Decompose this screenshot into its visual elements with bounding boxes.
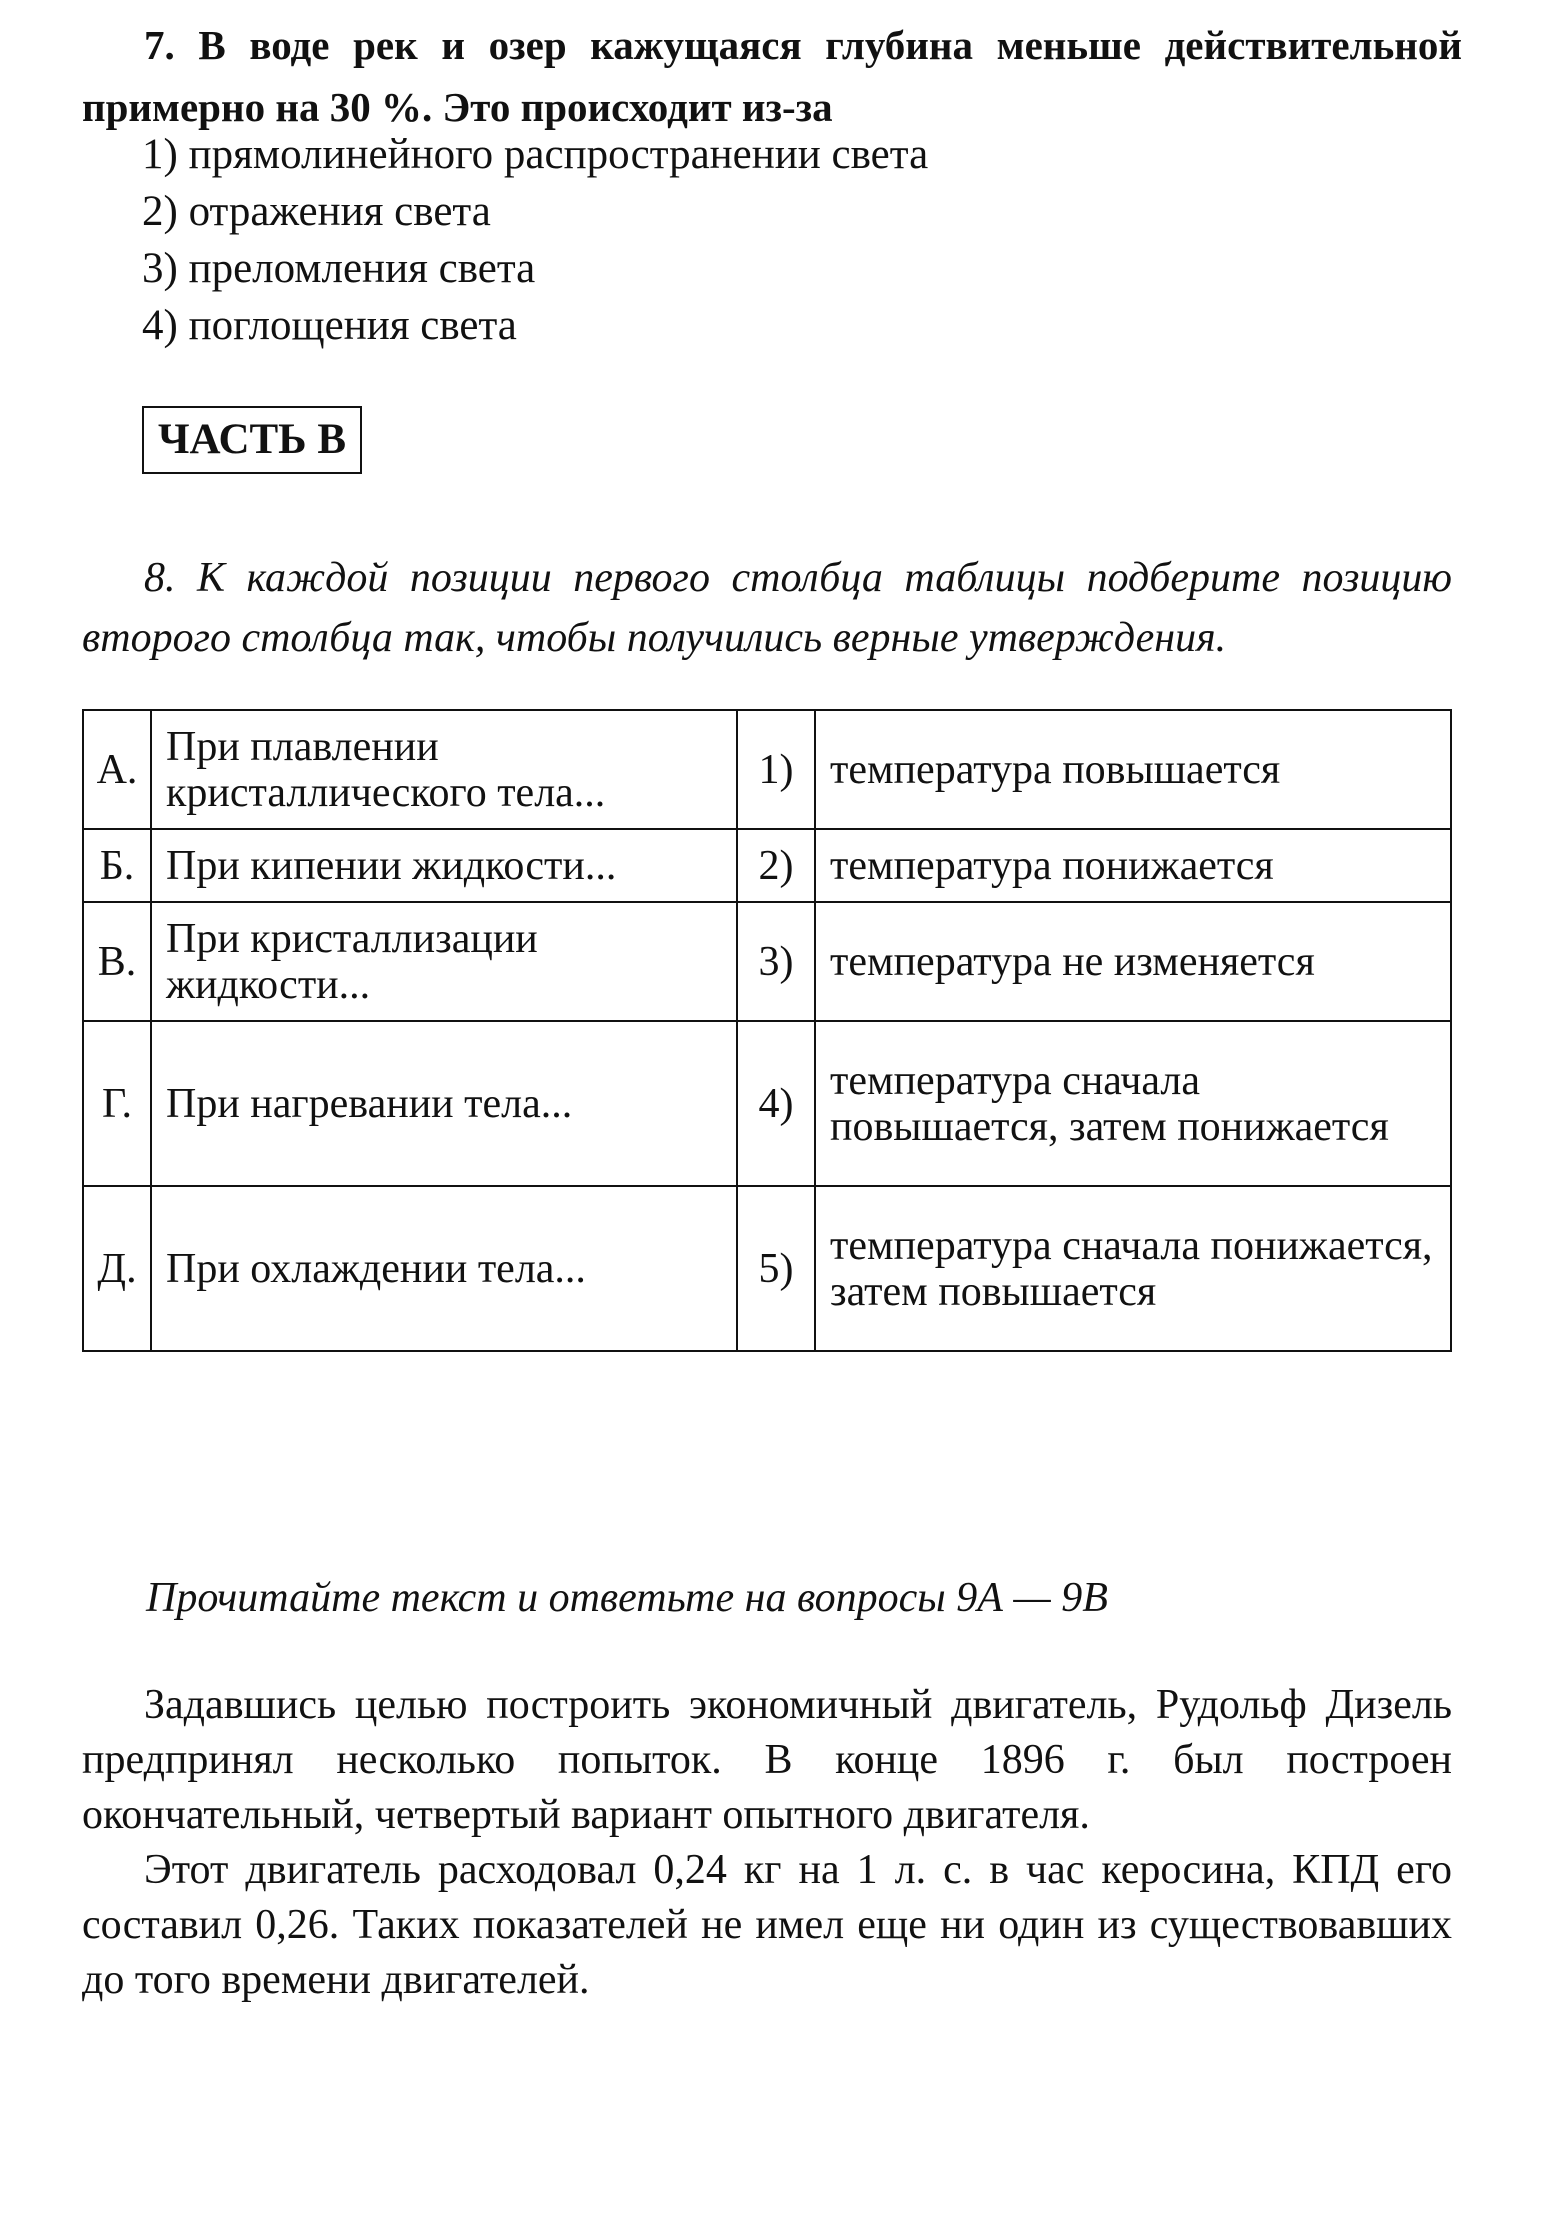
matching-table bbox=[82, 709, 1452, 1352]
row-result: температура понижается bbox=[815, 829, 1451, 902]
row-statement: При плавлении кристаллического тела... bbox=[151, 710, 737, 829]
row-number: 1) bbox=[737, 710, 815, 829]
table-row bbox=[83, 710, 1451, 829]
question-8-instruction: 8. К каждой позиции первого столбца таблицы подберите позицию второго столбца так, чтобы получились верные утверждения. bbox=[82, 555, 1452, 661]
row-result: температура сначала понижается, затем повышается bbox=[815, 1186, 1451, 1351]
question-7-option: 2) отражения света bbox=[142, 188, 491, 235]
row-number: 3) bbox=[737, 902, 815, 1021]
row-letter: А. bbox=[83, 710, 151, 829]
row-number: 4) bbox=[737, 1021, 815, 1186]
part-b-label: ЧАСТЬ В bbox=[142, 406, 362, 474]
question-7-option: 3) преломления света bbox=[142, 245, 536, 292]
row-number: 2) bbox=[737, 829, 815, 902]
row-letter: В. bbox=[83, 902, 151, 1021]
row-result: температура повышается bbox=[815, 710, 1451, 829]
row-number: 5) bbox=[737, 1186, 815, 1351]
table-row bbox=[83, 1021, 1451, 1186]
question-9-instruction: Прочитайте текст и ответьте на вопросы 9А — 9В bbox=[146, 1575, 1108, 1621]
question-7-option: 4) поглощения света bbox=[142, 302, 517, 349]
table-row bbox=[83, 829, 1451, 902]
table-row bbox=[83, 902, 1451, 1021]
row-letter: Г. bbox=[83, 1021, 151, 1186]
row-letter: Б. bbox=[83, 829, 151, 902]
passage-paragraph: Задавшись целью построить экономичный двигатель, Рудольф Дизель предпринял несколько попыток. В конце 1896 г. был построен окончательный, четвертый вариант опытного двигателя. bbox=[82, 1682, 1452, 1838]
question-7-title: 7. В воде рек и озер кажущаяся глубина меньше действительной примерно на 30 %. Это происходит из-за bbox=[82, 22, 1462, 130]
passage-paragraph: Этот двигатель расходовал 0,24 кг на 1 л. с. в час керосина, КПД его составил 0,26. Таких показателей не имел еще ни один из существовавших до того времени двигателей. bbox=[82, 1847, 1452, 2003]
table-row bbox=[83, 1186, 1451, 1351]
row-statement: При охлаждении тела... bbox=[151, 1186, 737, 1351]
row-result: температура сначала повышается, затем понижается bbox=[815, 1021, 1451, 1186]
row-statement: При нагревании тела... bbox=[151, 1021, 737, 1186]
question-7-option: 1) прямолинейного распространении света bbox=[142, 131, 929, 178]
row-statement: При кристаллизации жидкости... bbox=[151, 902, 737, 1021]
row-statement: При кипении жидкости... bbox=[151, 829, 737, 902]
reading-passage bbox=[82, 1678, 1452, 2008]
row-result: температура не изменяется bbox=[815, 902, 1451, 1021]
row-letter: Д. bbox=[83, 1186, 151, 1351]
question-7-options bbox=[142, 126, 928, 354]
